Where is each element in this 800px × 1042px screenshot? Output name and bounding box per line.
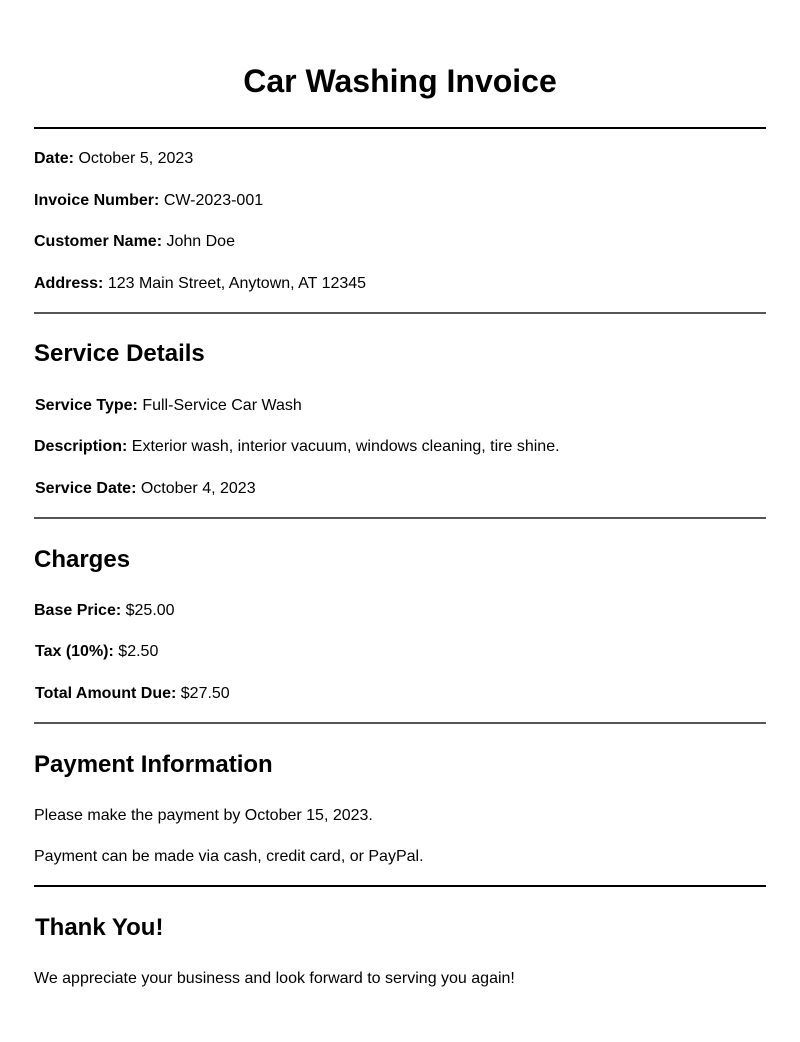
thank-you-message: We appreciate your business and look forward to serving you again! (34, 970, 515, 987)
customer-name-value: John Doe (166, 233, 235, 250)
service-type-value: Full-Service Car Wash (142, 397, 302, 414)
service-details-heading: Service Details (34, 340, 205, 367)
charges-heading: Charges (34, 546, 131, 573)
address-value: 123 Main Street, Anytown, AT 12345 (107, 275, 367, 292)
customer-name-label: Customer Name: (34, 233, 163, 250)
tax-label: Tax (10%): (35, 643, 114, 660)
service-date-field (35, 479, 256, 499)
payment-divider (34, 885, 766, 887)
total-amount-value: $27.50 (180, 685, 230, 702)
service-date-value: October 4, 2023 (140, 480, 256, 497)
service-type-label: Service Type: (35, 397, 138, 414)
header-divider (34, 312, 766, 314)
payment-methods-text: Payment can be made via cash, credit card, or PayPal. (34, 848, 424, 865)
description-field (34, 437, 560, 457)
service-type-field (35, 396, 302, 416)
description-value: Exterior wash, interior vacuum, windows cleaning, tire shine. (131, 438, 560, 455)
address-label: Address: (34, 275, 104, 292)
total-amount-label: Total Amount Due: (35, 685, 177, 702)
base-price-label: Base Price: (34, 602, 122, 619)
description-label: Description: (34, 438, 128, 455)
base-price-field (34, 601, 175, 621)
tax-value: $2.50 (118, 643, 159, 660)
service-divider (34, 517, 766, 519)
service-date-label: Service Date: (35, 480, 137, 497)
date-value: October 5, 2023 (78, 150, 194, 167)
date-field (34, 149, 193, 169)
invoice-number-value: CW-2023-001 (163, 192, 264, 209)
date-label: Date: (34, 150, 75, 167)
customer-name-field (34, 232, 235, 252)
invoice-number-field (34, 191, 263, 211)
tax-field (35, 642, 158, 662)
total-amount-field (35, 684, 230, 704)
title-divider (34, 127, 766, 129)
charges-divider (34, 722, 766, 724)
invoice-number-label: Invoice Number: (34, 192, 160, 209)
base-price-value: $25.00 (125, 602, 175, 619)
payment-due-text: Please make the payment by October 15, 2023. (34, 807, 373, 824)
payment-information-heading: Payment Information (34, 751, 273, 778)
thank-you-heading: Thank You! (35, 914, 164, 941)
address-field (34, 274, 366, 294)
invoice-title: Car Washing Invoice (243, 63, 557, 99)
